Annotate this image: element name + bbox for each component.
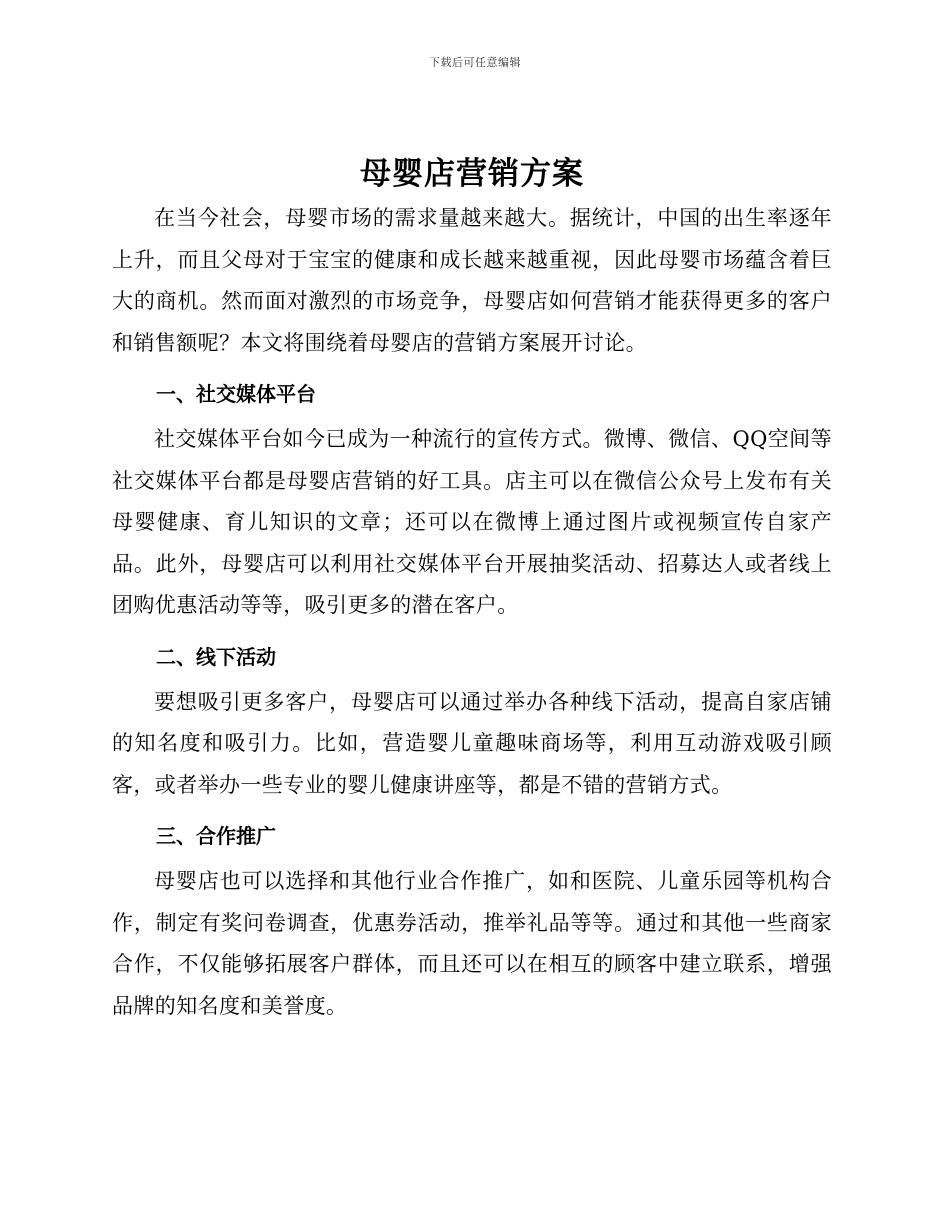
section-heading: 一、社交媒体平台 [156,382,316,406]
intro-paragraph: 在当今社会，母婴市场的需求量越来越大。据统计，中国的出生率逐年上升，而且父母对于宝宝的健康和成长越来越重视，因此母婴市场蕴含着巨大的商机。然而面对激烈的市场竞争，母婴店如何营销才能获得更多的客户和销售额呢？本文将围绕着母婴店的营销方案展开讨论。 [112,206,832,355]
section-heading: 二、线下活动 [156,644,276,669]
section-paragraph: 要想吸引更多客户，母婴店可以通过举办各种线下活动，提高自家店铺的知名度和吸引力。比如，营造婴儿童趣味商场等，利用互动游戏吸引顾客，或者举办一些专业的婴儿健康讲座等，都是不错的营销方式。 [112,689,832,797]
document-title: 母婴店营销方案 [360,156,584,192]
section-social-media [112,374,832,627]
document-body [112,150,832,1027]
header-note: 下载后可任意编辑 [429,56,521,69]
section-paragraph: 社交媒体平台如今已成为一种流行的宣传方式。微博、微信、QQ空间等社交媒体平台都是母婴店营销的好工具。店主可以在微信公众号上发布有关母婴健康、育儿知识的文章；还可以在微博上通过图片或视频宣传自家产品。此外，母婴店可以利用社交媒体平台开展抽奖活动、招募达人或者线上团购优惠活动等等，吸引更多的潜在客户。 [112,427,832,617]
section-cooperation [112,816,832,1027]
section-paragraph: 母婴店也可以选择和其他行业合作推广，如和医院、儿童乐园等机构合作，制定有奖问卷调查，优惠券活动，推举礼品等等。通过和其他一些商家合作，不仅能够拓展客户群体，而且还可以在相互的顾客中建立联系，增强品牌的知名度和美誉度。 [112,869,832,1018]
section-offline-events [112,637,832,807]
section-heading: 三、合作推广 [156,824,276,848]
